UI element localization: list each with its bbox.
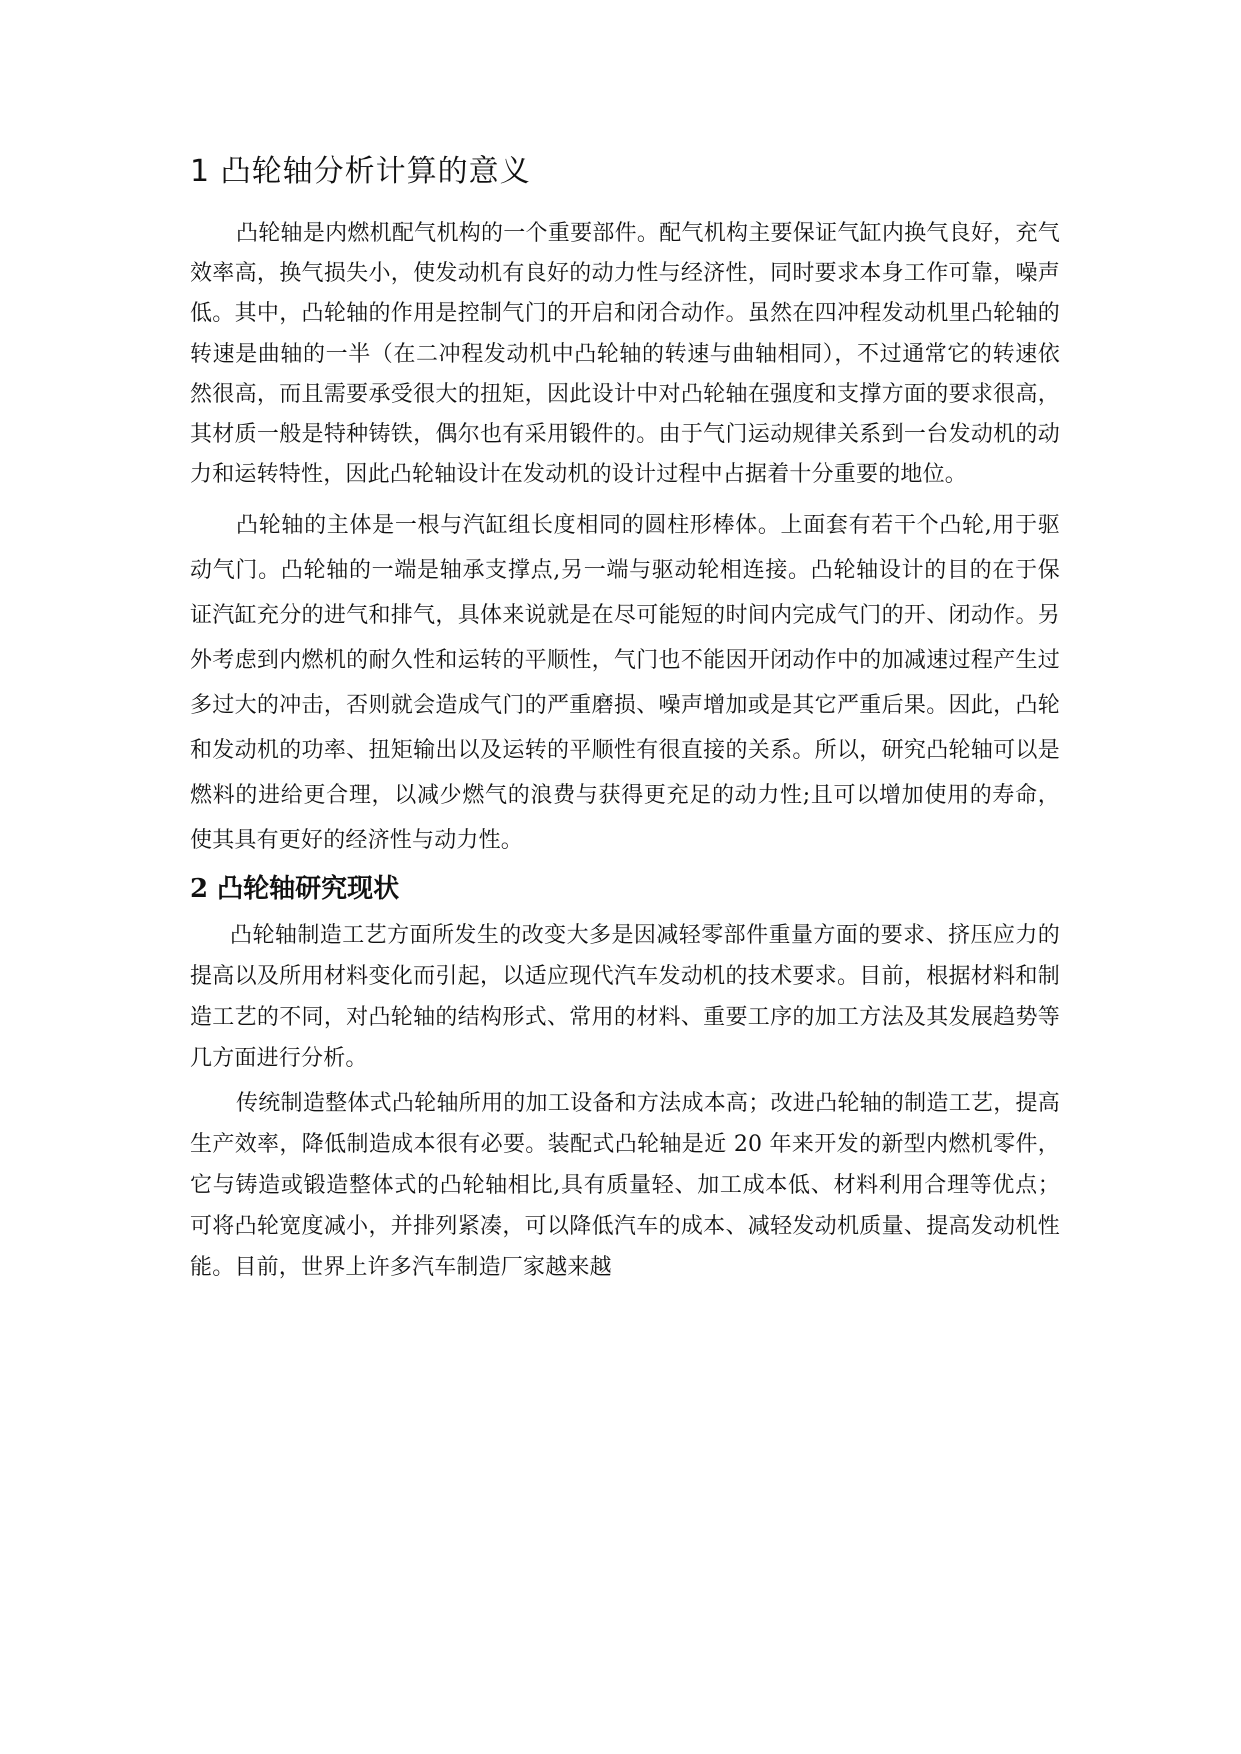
page-content — [190, 152, 1060, 1288]
section-2-paragraph-2: 传统制造整体式凸轮轴所用的加工设备和方法成本高；改进凸轮轴的制造工艺，提高生产效率，降低制造成本很有必要。装配式凸轮轴是近 20 年来开发的新型内燃机零件，它与铸造或锻造整体式的凸轮轴相比,具有质量轻、加工成本低、材料利用合理等优点；可将凸轮宽度减小，并排列紧凑，可以降低汽车的成本、减轻发动机质量、提高发动机性能。目前，世界上许多汽车制造厂家越来越 — [190, 1091, 1060, 1281]
section-1-paragraph-1: 凸轮轴是内燃机配气机构的一个重要部件。配气机构主要保证气缸内换气良好，充气效率高，换气损失小，使发动机有良好的动力性与经济性，同时要求本身工作可靠，噪声低。其中，凸轮轴的作用是控制气门的开启和闭合动作。虽然在四冲程发动机里凸轮轴的转速是曲轴的一半（在二冲程发动机中凸轮轴的转速与曲轴相同），不过通常它的转速依然很高，而且需要承受很大的扭矩，因此设计中对凸轮轴在强度和支撑方面的要求很高，其材质一般是特种铸铁，偶尔也有采用锻件的。由于气门运动规律关系到一台发动机的动力和运转特性，因此凸轮轴设计在发动机的设计过程中占据着十分重要的地位。 — [190, 221, 1060, 488]
section-1-paragraph-2: 凸轮轴的主体是一根与汽缸组长度相同的圆柱形棒体。上面套有若干个凸轮,用于驱动气门。凸轮轴的一端是轴承支撑点,另一端与驱动轮相连接。凸轮轴设计的目的在于保证汽缸充分的进气和排气，具体来说就是在尽可能短的时间内完成气门的开、闭动作。另外考虑到内燃机的耐久性和运转的平顺性，气门也不能因开闭动作中的加减速过程产生过多过大的冲击，否则就会造成气门的严重磨损、噪声增加或是其它严重后果。因此，凸轮和发动机的功率、扭矩输出以及运转的平顺性有很直接的关系。所以，研究凸轮轴可以是燃料的进给更合理，以减少燃气的浪费与获得更充足的动力性;且可以增加使用的寿命，使其具有更好的经济性与动力性。 — [190, 513, 1060, 854]
section-2-paragraph-1: 凸轮轴制造工艺方面所发生的改变大多是因减轻零部件重量方面的要求、挤压应力的提高以及所用材料变化而引起，以适应现代汽车发动机的技术要求。目前，根据材料和制造工艺的不同，对凸轮轴的结构形式、常用的材料、重要工序的加工方法及其发展趋势等几方面进行分析。 — [190, 923, 1060, 1072]
section-2-heading: 2 凸轮轴研究现状 — [190, 874, 400, 905]
section-1-heading: 1 凸轮轴分析计算的意义 — [190, 154, 531, 189]
